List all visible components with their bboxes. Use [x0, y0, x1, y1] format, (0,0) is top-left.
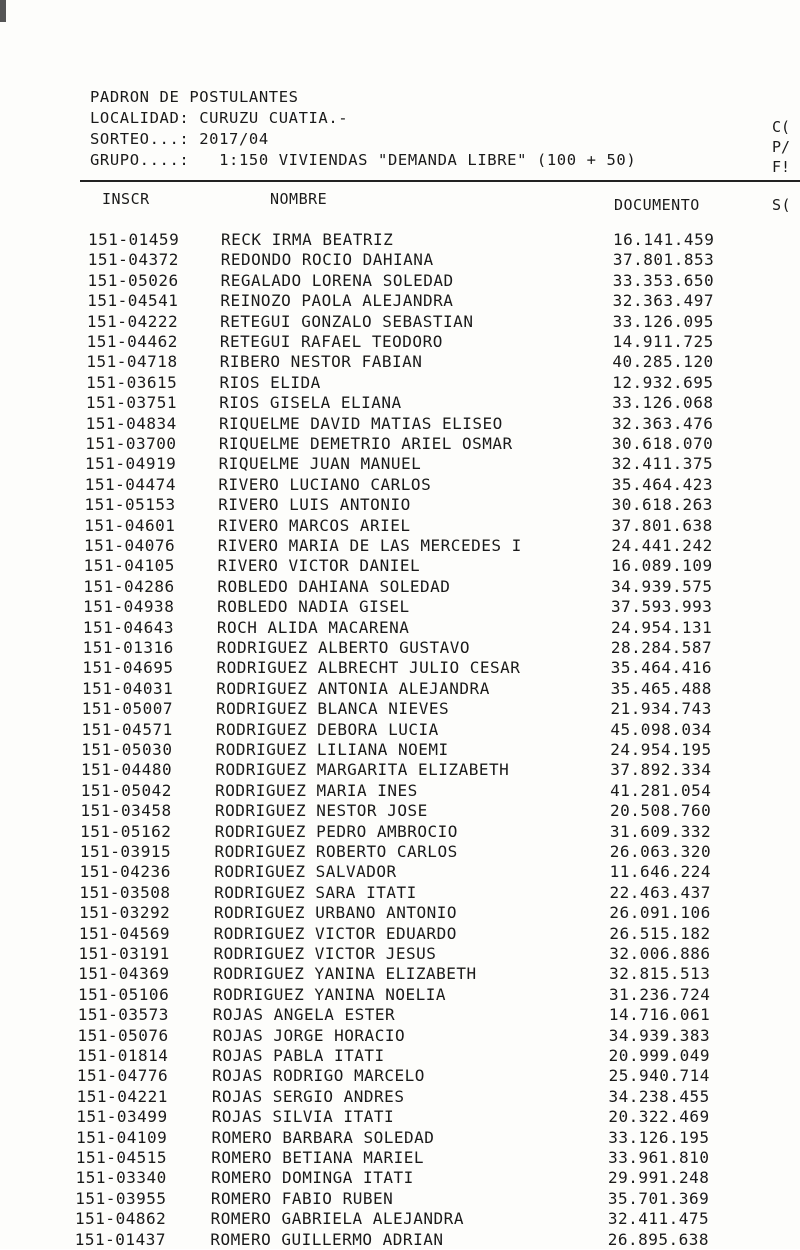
documento-cell: 24.954.131: [610, 617, 713, 637]
table-row: [0, 1209, 800, 1229]
documento-cell: 33.126.095: [612, 311, 714, 331]
table-row: [0, 312, 800, 332]
nombre-cell: ROMERO GABRIELA ALEJANDRA: [210, 1209, 464, 1229]
nombre-cell: ROJAS PABLA ITATI: [212, 1046, 385, 1065]
inscr-cell: 151-03292: [79, 903, 171, 923]
nombre-cell: RETEGUI GONZALO SEBASTIAN: [220, 311, 474, 331]
nombre-cell: RODRIGUEZ BLANCA NIEVES: [216, 699, 450, 719]
nombre-cell: RIOS ELIDA: [219, 372, 321, 392]
documento-cell: 37.892.334: [610, 760, 712, 780]
documento-cell: 35.464.416: [610, 658, 713, 678]
documento-cell: 32.411.375: [611, 454, 714, 474]
table-row: [0, 658, 800, 678]
inscr-cell: 151-01459: [88, 230, 180, 249]
nombre-cell: RIOS GISELA ELIANA: [219, 393, 402, 413]
inscr-cell: 151-04474: [84, 474, 176, 494]
documento-cell: 29.991.248: [608, 1168, 710, 1188]
table-row: [0, 903, 800, 923]
documento-cell: 33.353.650: [612, 270, 715, 290]
inscr-cell: 151-04031: [82, 678, 174, 698]
documento-cell: 21.934.743: [610, 699, 712, 719]
inscr-cell: 151-04076: [83, 536, 176, 555]
inscr-cell: 151-04372: [87, 250, 179, 270]
inscr-cell: 151-03508: [79, 882, 171, 902]
table-row: [0, 454, 800, 474]
inscr-cell: 151-04221: [76, 1086, 168, 1106]
nombre-cell: ROBLEDO NADIA GISEL: [217, 597, 410, 617]
grupo-line: GRUPO....: 1:150 VIVIENDAS "DEMANDA LIBRE" (100 + 50): [90, 151, 637, 169]
documento-cell: 25.940.714: [608, 1066, 710, 1086]
nombre-cell: RIVERO MARCOS ARIEL: [217, 515, 411, 535]
documento-cell: 26.515.182: [609, 923, 711, 943]
table-row: [0, 924, 800, 944]
documento-cell: 20.999.049: [608, 1046, 710, 1065]
documento-cell: 45.098.034: [610, 719, 712, 739]
table-row: [0, 801, 800, 821]
table-row: [0, 393, 800, 413]
inscr-cell: 151-05042: [80, 780, 172, 800]
nombre-cell: RETEGUI RAFAEL TEODORO: [219, 332, 443, 351]
nombre-cell: REGALADO LORENA SOLEDAD: [220, 270, 454, 290]
nombre-cell: ROMERO GUILLERMO ADRIAN: [210, 1229, 444, 1249]
documento-cell: 35.464.423: [611, 474, 714, 494]
documento-cell: 30.618.070: [611, 434, 714, 453]
table-row: [0, 1189, 800, 1209]
inscr-cell: 151-04480: [80, 760, 173, 780]
documento-cell: 37.593.993: [611, 597, 713, 617]
table-row: [0, 679, 800, 699]
inscr-cell: 151-03700: [85, 434, 177, 453]
inscr-cell: 151-05076: [77, 1025, 169, 1045]
nombre-cell: RODRIGUEZ YANINA ELIZABETH: [213, 964, 477, 984]
col-nombre: NOMBRE: [270, 190, 328, 208]
documento-cell: 16.141.459: [613, 230, 715, 249]
documento-cell: 41.281.054: [610, 780, 712, 800]
inscr-cell: 151-01814: [77, 1046, 169, 1065]
nombre-cell: RODRIGUEZ SALVADOR: [214, 862, 397, 882]
nombre-cell: RIBERO NESTOR FABIAN: [219, 352, 423, 372]
sorteo-line: SORTEO...: 2017/04: [90, 130, 269, 148]
nombre-cell: ROMERO FABIO RUBEN: [210, 1188, 394, 1208]
scan-edge-mark: [0, 0, 6, 22]
nombre-cell: ROMERO BETIANA MARIEL: [211, 1148, 425, 1167]
documento-cell: 14.716.061: [608, 1005, 711, 1025]
nombre-cell: RIVERO LUIS ANTONIO: [218, 495, 411, 515]
table-row: [0, 230, 800, 250]
inscr-cell: 151-05030: [81, 740, 173, 759]
documento-cell: 22.463.437: [609, 882, 711, 902]
documento-cell: 26.063.320: [609, 842, 712, 861]
nombre-cell: RODRIGUEZ DEBORA LUCIA: [215, 719, 439, 739]
documento-cell: 32.815.513: [609, 964, 711, 984]
documento-cell: 20.508.760: [609, 801, 712, 821]
table-row: [0, 1168, 800, 1188]
inscr-cell: 151-04643: [82, 617, 175, 637]
inscr-cell: 151-04286: [83, 576, 175, 596]
table-row: [0, 720, 800, 740]
table-row: [0, 638, 800, 658]
documento-cell: 31.236.724: [609, 984, 711, 1004]
inscr-cell: 151-04541: [87, 291, 179, 311]
table-row: [0, 271, 800, 291]
inscr-cell: 151-04695: [82, 658, 174, 678]
nombre-cell: RODRIGUEZ URBANO ANTONIO: [213, 903, 458, 923]
nombre-cell: ROBLEDO DAHIANA SOLEDAD: [217, 576, 451, 596]
nombre-cell: RIQUELME DEMETRIO ARIEL OSMAR: [218, 434, 513, 453]
nombre-cell: RIQUELME JUAN MANUEL: [218, 454, 422, 474]
header-rule: [80, 180, 800, 182]
inscr-cell: 151-04105: [83, 556, 175, 576]
documento-cell: 40.285.120: [612, 352, 714, 372]
cut-text-3: F!: [772, 158, 791, 176]
table-row: [0, 1128, 800, 1148]
nombre-cell: RIVERO VICTOR DANIEL: [217, 556, 421, 576]
table-row: [0, 781, 800, 801]
inscr-cell: 151-01316: [82, 638, 174, 657]
nombre-cell: ROJAS SERGIO ANDRES: [211, 1086, 405, 1106]
table-row: [0, 944, 800, 964]
inscr-cell: 151-01437: [74, 1229, 166, 1249]
nombre-cell: RODRIGUEZ MARIA INES: [215, 780, 418, 800]
table-row: [0, 1005, 800, 1025]
nombre-cell: REDONDO ROCIO DAHIANA: [220, 250, 434, 270]
cut-text-1: C(: [772, 118, 791, 136]
table-row: [0, 475, 800, 495]
inscr-cell: 151-03615: [86, 372, 178, 392]
nombre-cell: RIVERO MARIA DE LAS MERCEDES I: [217, 536, 522, 555]
table-row: [0, 373, 800, 393]
table-row: [0, 291, 800, 311]
nombre-cell: REINOZO PAOLA ALEJANDRA: [220, 291, 454, 311]
table-row: [0, 516, 800, 536]
table-row: [0, 577, 800, 597]
table-row: [0, 1087, 800, 1107]
inscr-cell: 151-05026: [87, 270, 179, 290]
col-documento: DOCUMENTO: [614, 196, 700, 214]
nombre-cell: ROJAS ANGELA ESTER: [212, 1005, 396, 1025]
documento-cell: 32.006.886: [609, 944, 711, 963]
table-row: [0, 1107, 800, 1127]
inscr-cell: 151-04462: [86, 332, 178, 351]
table-row: [0, 862, 800, 882]
documento-cell: 32.363.497: [612, 291, 714, 311]
documento-cell: 24.954.195: [610, 740, 712, 759]
table-row: [0, 1230, 800, 1250]
table-row: [0, 414, 800, 434]
documento-cell: 12.932.695: [612, 372, 714, 392]
inscr-cell: 151-03191: [78, 944, 170, 963]
documento-cell: 31.609.332: [609, 821, 712, 841]
inscr-cell: 151-05106: [78, 984, 170, 1004]
inscr-cell: 151-04938: [83, 597, 175, 617]
inscr-cell: 151-04515: [75, 1148, 168, 1167]
nombre-cell: RODRIGUEZ ROBERTO CARLOS: [214, 842, 458, 861]
col-inscr: INSCR: [102, 190, 150, 208]
nombre-cell: ROCH ALIDA MACARENA: [216, 617, 410, 637]
nombre-cell: RODRIGUEZ YANINA NOELIA: [213, 984, 447, 1004]
inscr-cell: 151-04236: [79, 862, 171, 882]
documento-cell: 34.238.455: [608, 1086, 710, 1106]
inscr-cell: 151-03955: [75, 1188, 167, 1208]
inscr-cell: 151-04369: [78, 964, 170, 984]
documento-cell: 30.618.263: [611, 495, 713, 515]
table-row: [0, 842, 800, 862]
table-row: [0, 495, 800, 515]
nombre-cell: ROJAS RODRIGO MARCELO: [212, 1066, 425, 1086]
table-row: [0, 760, 800, 780]
inscr-cell: 151-03499: [76, 1107, 168, 1127]
cut-text-2: P/: [772, 138, 791, 156]
inscr-cell: 151-04601: [84, 515, 176, 535]
table-row: [0, 1026, 800, 1046]
nombre-cell: RODRIGUEZ ANTONIA ALEJANDRA: [216, 678, 490, 698]
inscr-cell: 151-03340: [75, 1168, 167, 1188]
documento-cell: 28.284.587: [610, 638, 713, 657]
nombre-cell: RODRIGUEZ LILIANA NOEMI: [215, 740, 449, 759]
table-row: [0, 536, 800, 556]
table-row: [0, 1066, 800, 1086]
inscr-cell: 151-03915: [79, 842, 172, 861]
table-row: [0, 556, 800, 576]
localidad-line: LOCALIDAD: CURUZU CUATIA.-: [90, 109, 349, 127]
inscr-cell: 151-05162: [80, 821, 172, 841]
documento-cell: 16.089.109: [611, 556, 713, 576]
nombre-cell: RIVERO LUCIANO CARLOS: [218, 474, 432, 494]
documento-cell: 26.091.106: [609, 903, 711, 923]
table-row: [0, 434, 800, 454]
documento-cell: 33.961.810: [608, 1148, 710, 1167]
table-row: [0, 883, 800, 903]
inscr-cell: 151-03751: [85, 393, 178, 413]
documento-cell: 35.701.369: [607, 1188, 710, 1208]
documento-cell: 34.939.575: [611, 576, 713, 596]
nombre-cell: ROMERO DOMINGA ITATI: [211, 1168, 414, 1188]
table-row: [0, 597, 800, 617]
nombre-cell: RODRIGUEZ VICTOR JESUS: [213, 944, 437, 963]
nombre-cell: RODRIGUEZ ALBERTO GUSTAVO: [216, 638, 470, 657]
documento-cell: 35.465.488: [610, 678, 712, 698]
nombre-cell: RODRIGUEZ MARGARITA ELIZABETH: [215, 760, 510, 780]
inscr-cell: 151-04718: [86, 352, 178, 372]
table-row: [0, 250, 800, 270]
documento-cell: 33.126.068: [612, 393, 714, 413]
documento-cell: 37.801.853: [612, 250, 715, 270]
nombre-cell: ROMERO BARBARA SOLEDAD: [211, 1127, 435, 1147]
table-row: [0, 1148, 800, 1168]
table-row: [0, 740, 800, 760]
table-row: [0, 699, 800, 719]
nombre-cell: RECK IRMA BEATRIZ: [221, 230, 394, 249]
nombre-cell: RODRIGUEZ ALBRECHT JULIO CESAR: [216, 658, 521, 678]
nombre-cell: RODRIGUEZ SARA ITATI: [214, 882, 417, 902]
documento-cell: 14.911.725: [612, 332, 714, 351]
inscr-cell: 151-05007: [81, 699, 173, 719]
table-row: [0, 964, 800, 984]
nombre-cell: RODRIGUEZ PEDRO AMBROCIO: [214, 821, 458, 841]
documento-cell: 20.322.469: [608, 1107, 710, 1127]
documento-cell: 32.363.476: [612, 413, 714, 433]
nombre-cell: RODRIGUEZ NESTOR JOSE: [214, 801, 428, 821]
doc-title: PADRON DE POSTULANTES: [90, 88, 299, 106]
inscr-cell: 151-04862: [75, 1209, 167, 1229]
table-row: [0, 985, 800, 1005]
table-row: [0, 822, 800, 842]
inscr-cell: 151-04109: [76, 1127, 168, 1147]
nombre-cell: ROJAS JORGE HORACIO: [212, 1025, 406, 1045]
nombre-cell: RODRIGUEZ VICTOR EDUARDO: [213, 923, 457, 943]
col-extra: S(: [772, 196, 792, 214]
nombre-cell: ROJAS SILVIA ITATI: [211, 1107, 395, 1127]
documento-cell: 37.801.638: [611, 515, 713, 535]
documento-cell: 26.895.638: [607, 1229, 710, 1249]
inscr-cell: 151-04776: [76, 1066, 169, 1086]
table-row: [0, 332, 800, 352]
nombre-cell: RIQUELME DAVID MATIAS ELISEO: [219, 413, 503, 433]
inscr-cell: 151-04571: [81, 719, 173, 739]
inscr-cell: 151-03573: [77, 1005, 169, 1025]
documento-cell: 34.939.383: [608, 1025, 711, 1045]
table-row: [0, 1046, 800, 1066]
documento-cell: 33.126.195: [608, 1127, 710, 1147]
inscr-cell: 151-04834: [85, 413, 177, 433]
table-row: [0, 618, 800, 638]
documento-cell: 11.646.224: [609, 862, 711, 882]
documento-cell: 32.411.475: [607, 1209, 710, 1229]
inscr-cell: 151-05153: [84, 495, 176, 515]
inscr-cell: 151-04222: [86, 311, 179, 331]
inscr-cell: 151-04919: [85, 454, 177, 474]
table-row: [0, 352, 800, 372]
documento-cell: 24.441.242: [611, 536, 713, 555]
inscr-cell: 151-04569: [78, 923, 171, 943]
inscr-cell: 151-03458: [80, 801, 172, 821]
